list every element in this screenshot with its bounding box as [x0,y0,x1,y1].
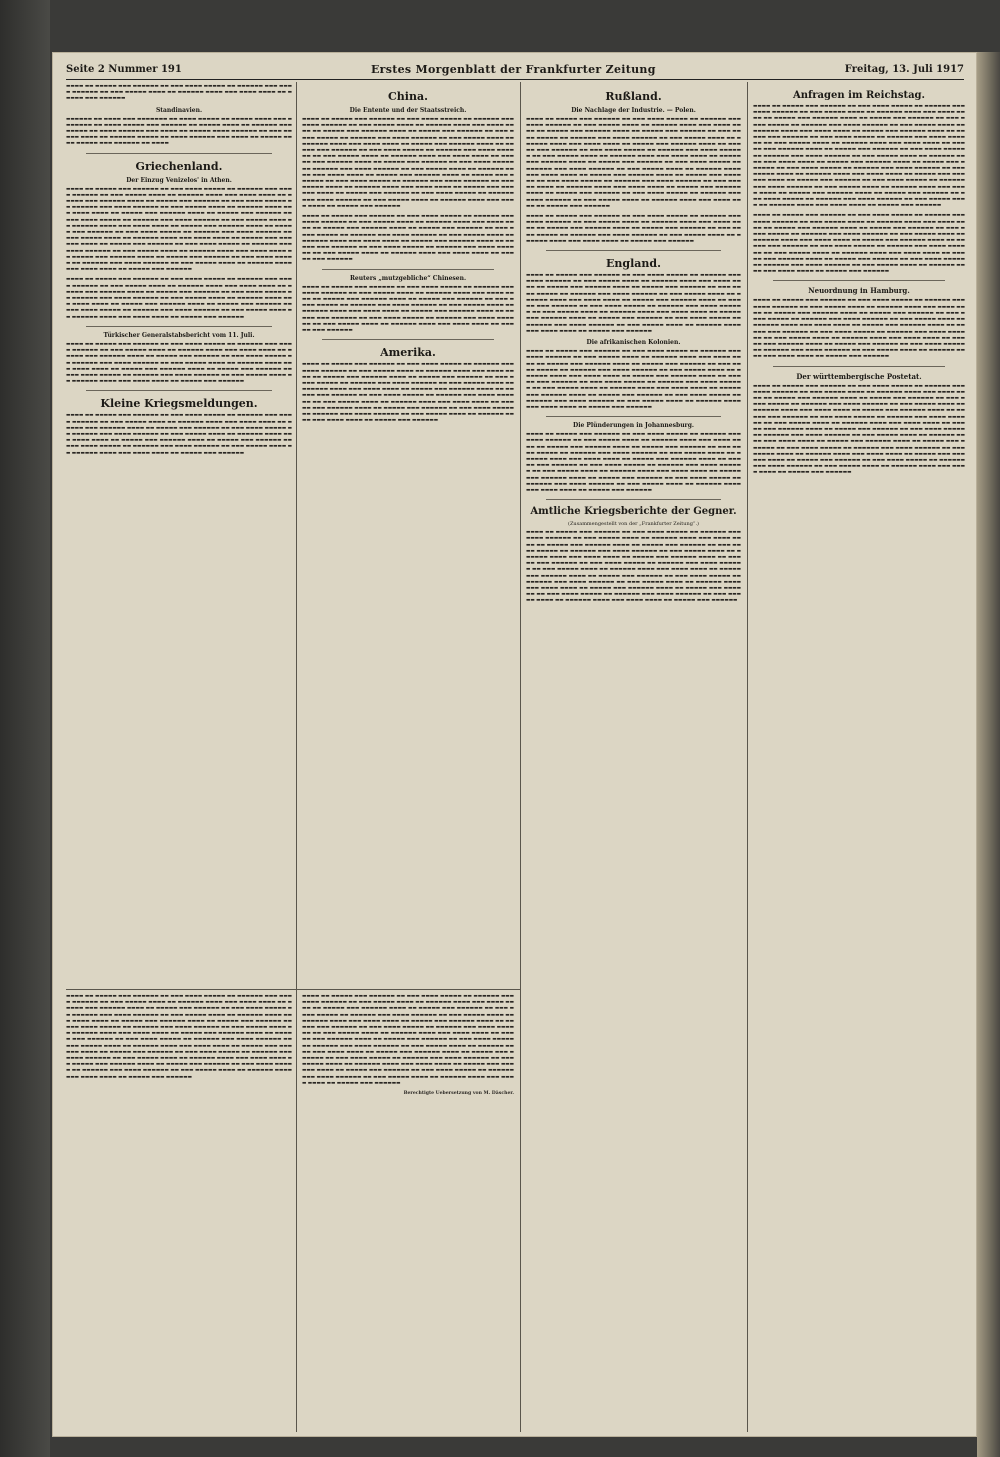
text-block: ▬▬▬▬ ▬▬ ▬▬▬▬▬ ▬▬▬ ▬▬▬▬▬▬ ▬▬ ▬▬▬ ▬▬▬▬ ▬▬▬▬▬ ▬▬ ▬▬▬▬▬▬ ▬▬▬ ▬▬▬▬ ▬▬▬▬▬▬ ▬▬ ▬▬▬ ▬▬▬▬▬ ▬▬▬▬ ▬▬ ▬▬▬▬▬▬ ▬▬▬▬ ▬▬▬ ▬▬▬▬ ▬▬▬▬ ▬▬ ▬▬▬▬▬ ▬▬▬ ▬▬▬▬▬▬ ▬▬▬▬ ▬▬ ▬▬▬▬▬ ▬▬▬ ▬▬▬▬▬▬ ▬▬ ▬▬▬ ▬▬▬▬ ▬▬▬▬▬ ▬▬ ▬▬▬▬▬▬ ▬▬▬ ▬▬▬▬ ▬▬▬▬▬▬ ▬▬ ▬▬▬ ▬▬▬▬▬ ▬▬▬▬ ▬▬ ▬▬▬▬▬▬ ▬▬▬▬ ▬▬▬ ▬▬▬▬ ▬▬▬▬ ▬▬ ▬▬▬▬▬ ▬▬▬ ▬▬▬▬▬▬ ▬▬▬▬ ▬▬ ▬▬▬▬▬ ▬▬▬ ▬▬▬▬▬▬ ▬▬ ▬▬▬ ▬▬▬▬ ▬▬▬▬▬ ▬▬ ▬▬▬▬▬▬ ▬▬▬ ▬▬▬▬ ▬▬▬▬▬▬ ▬▬ ▬▬▬ ▬▬▬▬▬ ▬▬▬▬ ▬▬ ▬▬▬▬▬▬ ▬▬▬▬ ▬▬▬ ▬▬▬▬ ▬▬▬▬ ▬▬ ▬▬▬▬▬ ▬▬▬ ▬▬▬▬▬▬ [302,214,514,263]
text-block: ▬▬▬▬ ▬▬ ▬▬▬▬▬ ▬▬▬ ▬▬▬▬▬▬ ▬▬ ▬▬▬ ▬▬▬▬ ▬▬▬▬▬ ▬▬ ▬▬▬▬▬▬ ▬▬▬ ▬▬▬▬ ▬▬▬▬▬▬ ▬▬ ▬▬▬ ▬▬▬▬▬ ▬▬▬▬ ▬▬ ▬▬▬▬▬▬ ▬▬▬▬ ▬▬▬ ▬▬▬▬ ▬▬▬▬ ▬▬ ▬▬▬▬▬ ▬▬▬ ▬▬▬▬▬▬ ▬▬▬▬ ▬▬ ▬▬▬▬▬ ▬▬▬ ▬▬▬▬▬▬ ▬▬ ▬▬▬ ▬▬▬▬ ▬▬▬▬▬ ▬▬ ▬▬▬▬▬▬ ▬▬▬ ▬▬▬▬ ▬▬▬▬▬▬ ▬▬ ▬▬▬ ▬▬▬▬▬ ▬▬▬▬ ▬▬ ▬▬▬▬▬▬ ▬▬▬▬ ▬▬▬ ▬▬▬▬ ▬▬▬▬ ▬▬ ▬▬▬▬▬ ▬▬▬ ▬▬▬▬▬▬ ▬▬▬▬ ▬▬ ▬▬▬▬▬ ▬▬▬ ▬▬▬▬▬▬ ▬▬ ▬▬▬ ▬▬▬▬ ▬▬▬▬▬ ▬▬ ▬▬▬▬▬▬ ▬▬▬ ▬▬▬▬ ▬▬▬▬▬▬ ▬▬ ▬▬▬ ▬▬▬▬▬ ▬▬▬▬ ▬▬ ▬▬▬▬▬▬ ▬▬▬▬ ▬▬▬ ▬▬▬▬ ▬▬▬▬ ▬▬ ▬▬▬▬▬ ▬▬▬ ▬▬▬▬▬▬ ▬▬▬▬ ▬▬ ▬▬▬▬▬ ▬▬▬ ▬▬▬▬▬▬ ▬▬ ▬▬▬ ▬▬▬▬ ▬▬▬▬▬ ▬▬ ▬▬▬▬▬▬ ▬▬▬ ▬▬▬▬ ▬▬▬▬▬▬ ▬▬ ▬▬▬ ▬▬▬▬▬ ▬▬▬▬ ▬▬ ▬▬▬▬▬▬ ▬▬▬▬ ▬▬▬ ▬▬▬▬ ▬▬▬▬ ▬▬ ▬▬▬▬▬ ▬▬▬ ▬▬▬▬▬▬ [302,362,514,424]
column-1 [66,84,292,984]
masthead [66,60,964,78]
column-4 [753,84,965,1434]
text-block: ▬▬▬▬ ▬▬ ▬▬▬▬▬ ▬▬▬ ▬▬▬▬▬▬ ▬▬ ▬▬▬ ▬▬▬▬ ▬▬▬▬▬ ▬▬ ▬▬▬▬▬▬ ▬▬▬ ▬▬▬▬ ▬▬▬▬▬▬ ▬▬ ▬▬▬ ▬▬▬▬▬ ▬▬▬▬ ▬▬ ▬▬▬▬▬▬ ▬▬▬▬ ▬▬▬ ▬▬▬▬ ▬▬▬▬ ▬▬ ▬▬▬▬▬ ▬▬▬ ▬▬▬▬▬▬ ▬▬▬▬ ▬▬ ▬▬▬▬▬ ▬▬▬ ▬▬▬▬▬▬ ▬▬ ▬▬▬ ▬▬▬▬ ▬▬▬▬▬ ▬▬ ▬▬▬▬▬▬ ▬▬▬ ▬▬▬▬ ▬▬▬▬▬▬ ▬▬ ▬▬▬ ▬▬▬▬▬ ▬▬▬▬ ▬▬ ▬▬▬▬▬▬ ▬▬▬▬ ▬▬▬ ▬▬▬▬ ▬▬▬▬ ▬▬ ▬▬▬▬▬ ▬▬▬ ▬▬▬▬▬▬ ▬▬▬▬ ▬▬ ▬▬▬▬▬ ▬▬▬ ▬▬▬▬▬▬ ▬▬ ▬▬▬ ▬▬▬▬ ▬▬▬▬▬ ▬▬ ▬▬▬▬▬▬ ▬▬▬ ▬▬▬▬ ▬▬▬▬▬▬ ▬▬ ▬▬▬ ▬▬▬▬▬ ▬▬▬▬ ▬▬ ▬▬▬▬▬▬ ▬▬▬▬ ▬▬▬ ▬▬▬▬ ▬▬▬▬ ▬▬ ▬▬▬▬▬ ▬▬▬ ▬▬▬▬▬▬ ▬▬▬▬ ▬▬ ▬▬▬▬▬ ▬▬▬ ▬▬▬▬▬▬ ▬▬ ▬▬▬ ▬▬▬▬ ▬▬▬▬▬ ▬▬ ▬▬▬▬▬▬ ▬▬▬ ▬▬▬▬ ▬▬▬▬▬▬ ▬▬ ▬▬▬ ▬▬▬▬▬ ▬▬▬▬ ▬▬ ▬▬▬▬▬▬ ▬▬▬▬ ▬▬▬ ▬▬▬▬ ▬▬▬▬ ▬▬ ▬▬▬▬▬ ▬▬▬ ▬▬▬▬▬▬ [753,298,965,360]
column-divider [296,82,297,1432]
text-block: ▬▬▬▬ ▬▬ ▬▬▬▬▬ ▬▬▬ ▬▬▬▬▬▬ ▬▬ ▬▬▬ ▬▬▬▬ ▬▬▬▬▬ ▬▬ ▬▬▬▬▬▬ ▬▬▬ ▬▬▬▬ ▬▬▬▬▬▬ ▬▬ ▬▬▬ ▬▬▬▬▬ ▬▬▬▬ ▬▬ ▬▬▬▬▬▬ ▬▬▬▬ ▬▬▬ ▬▬▬▬ ▬▬▬▬ ▬▬ ▬▬▬▬▬ ▬▬▬ ▬▬▬▬▬▬ ▬▬▬▬ ▬▬ ▬▬▬▬▬ ▬▬▬ ▬▬▬▬▬▬ ▬▬ ▬▬▬ ▬▬▬▬ ▬▬▬▬▬ ▬▬ ▬▬▬▬▬▬ ▬▬▬ ▬▬▬▬ ▬▬▬▬▬▬ ▬▬ ▬▬▬ ▬▬▬▬▬ ▬▬▬▬ ▬▬ ▬▬▬▬▬▬ ▬▬▬▬ ▬▬▬ ▬▬▬▬ ▬▬▬▬ ▬▬ ▬▬▬▬▬ ▬▬▬ ▬▬▬▬▬▬ ▬▬▬▬ ▬▬ ▬▬▬▬▬ ▬▬▬ ▬▬▬▬▬▬ ▬▬ ▬▬▬ ▬▬▬▬ ▬▬▬▬▬ ▬▬ ▬▬▬▬▬▬ ▬▬▬ ▬▬▬▬ ▬▬▬▬▬▬ ▬▬ ▬▬▬ ▬▬▬▬▬ ▬▬▬▬ ▬▬ ▬▬▬▬▬▬ ▬▬▬▬ ▬▬▬ ▬▬▬▬ ▬▬▬▬ ▬▬ ▬▬▬▬▬ ▬▬▬ ▬▬▬▬▬▬ [66,413,292,456]
text-block: ▬▬▬▬ ▬▬ ▬▬▬▬▬ ▬▬▬ ▬▬▬▬▬▬ ▬▬ ▬▬▬ ▬▬▬▬ ▬▬▬▬▬ ▬▬ ▬▬▬▬▬▬ ▬▬▬ ▬▬▬▬ ▬▬▬▬▬▬ ▬▬ ▬▬▬ ▬▬▬▬▬ ▬▬▬▬ ▬▬ ▬▬▬▬▬▬ ▬▬▬▬ ▬▬▬ ▬▬▬▬ ▬▬▬▬ ▬▬ ▬▬▬▬▬ ▬▬▬ ▬▬▬▬▬▬ ▬▬▬▬ ▬▬ ▬▬▬▬▬ ▬▬▬ ▬▬▬▬▬▬ ▬▬ ▬▬▬ ▬▬▬▬ ▬▬▬▬▬ ▬▬ ▬▬▬▬▬▬ ▬▬▬ ▬▬▬▬ ▬▬▬▬▬▬ ▬▬ ▬▬▬ ▬▬▬▬▬ ▬▬▬▬ ▬▬ ▬▬▬▬▬▬ ▬▬▬▬ ▬▬▬ ▬▬▬▬ ▬▬▬▬ ▬▬ ▬▬▬▬▬ ▬▬▬ ▬▬▬▬▬▬ ▬▬▬▬ ▬▬ ▬▬▬▬▬ ▬▬▬ ▬▬▬▬▬▬ ▬▬ ▬▬▬ ▬▬▬▬ ▬▬▬▬▬ ▬▬ ▬▬▬▬▬▬ ▬▬▬ ▬▬▬▬ ▬▬▬▬▬▬ ▬▬ ▬▬▬ ▬▬▬▬▬ ▬▬▬▬ ▬▬ ▬▬▬▬▬▬ ▬▬▬▬ ▬▬▬ ▬▬▬▬ ▬▬▬▬ ▬▬ ▬▬▬▬▬ ▬▬▬ ▬▬▬▬▬▬ ▬▬▬▬ ▬▬ ▬▬▬▬▬ ▬▬▬ ▬▬▬▬▬▬ ▬▬ ▬▬▬ ▬▬▬▬ ▬▬▬▬▬ ▬▬ ▬▬▬▬▬▬ ▬▬▬ ▬▬▬▬ ▬▬▬▬▬▬ ▬▬ ▬▬▬ ▬▬▬▬▬ ▬▬▬▬ ▬▬ ▬▬▬▬▬▬ ▬▬▬▬ ▬▬▬ ▬▬▬▬ ▬▬▬▬ ▬▬ ▬▬▬▬▬ ▬▬▬ ▬▬▬▬▬▬ [526,273,741,334]
page-edge [977,52,1000,1457]
subheading-entente: Die Entente und der Staatsstreich. [349,107,467,114]
text-block: ▬▬▬▬ ▬▬ ▬▬▬▬▬ ▬▬▬ ▬▬▬▬▬▬ ▬▬ ▬▬▬ ▬▬▬▬ ▬▬▬▬▬ ▬▬ ▬▬▬▬▬▬ ▬▬▬ ▬▬▬▬ ▬▬▬▬▬▬ ▬▬ ▬▬▬ ▬▬▬▬▬ ▬▬▬▬ ▬▬ ▬▬▬▬▬▬ ▬▬▬▬ ▬▬▬ ▬▬▬▬ ▬▬▬▬ ▬▬ ▬▬▬▬▬ ▬▬▬ ▬▬▬▬▬▬ ▬▬▬▬ ▬▬ ▬▬▬▬▬ ▬▬▬ ▬▬▬▬▬▬ ▬▬ ▬▬▬ ▬▬▬▬ ▬▬▬▬▬ ▬▬ ▬▬▬▬▬▬ ▬▬▬ ▬▬▬▬ ▬▬▬▬▬▬ ▬▬ ▬▬▬ ▬▬▬▬▬ ▬▬▬▬ ▬▬ ▬▬▬▬▬▬ ▬▬▬▬ ▬▬▬ ▬▬▬▬ ▬▬▬▬ ▬▬ ▬▬▬▬▬ ▬▬▬ ▬▬▬▬▬▬ ▬▬▬▬ ▬▬ ▬▬▬▬▬ ▬▬▬ ▬▬▬▬▬▬ ▬▬ ▬▬▬ ▬▬▬▬ ▬▬▬▬▬ ▬▬ ▬▬▬▬▬▬ ▬▬▬ ▬▬▬▬ ▬▬▬▬▬▬ ▬▬ ▬▬▬ ▬▬▬▬▬ ▬▬▬▬ ▬▬ ▬▬▬▬▬▬ ▬▬▬▬ ▬▬▬ ▬▬▬▬ ▬▬▬▬ ▬▬ ▬▬▬▬▬ ▬▬▬ ▬▬▬▬▬▬ ▬▬▬▬ ▬▬ ▬▬▬▬▬ ▬▬▬ ▬▬▬▬▬▬ ▬▬ ▬▬▬ ▬▬▬▬ ▬▬▬▬▬ ▬▬ ▬▬▬▬▬▬ ▬▬▬ ▬▬▬▬ ▬▬▬▬▬▬ ▬▬ ▬▬▬ ▬▬▬▬▬ ▬▬▬▬ ▬▬ ▬▬▬▬▬▬ ▬▬▬▬ ▬▬▬ ▬▬▬▬ ▬▬▬▬ ▬▬ ▬▬▬▬▬ ▬▬▬ ▬▬▬▬▬▬ ▬▬▬▬ ▬▬ ▬▬▬▬▬ ▬▬▬ ▬▬▬▬▬▬ ▬▬ ▬▬▬ ▬▬▬▬ ▬▬▬▬▬ ▬▬ ▬▬▬▬▬▬ ▬▬▬ ▬▬▬▬ ▬▬▬▬▬▬ ▬▬ ▬▬▬ ▬▬▬▬▬ ▬▬▬▬ ▬▬ ▬▬▬▬▬▬ ▬▬▬▬ ▬▬▬ ▬▬▬▬ ▬▬▬▬ ▬▬ ▬▬▬▬▬ ▬▬▬ ▬▬▬▬▬▬ ▬▬▬▬ ▬▬ ▬▬▬▬▬ ▬▬▬ ▬▬▬▬▬▬ ▬▬ ▬▬▬ ▬▬▬▬ ▬▬▬▬▬ ▬▬ ▬▬▬▬▬▬ ▬▬▬ ▬▬▬▬ ▬▬▬▬▬▬ ▬▬ ▬▬▬ ▬▬▬▬▬ ▬▬▬▬ ▬▬ ▬▬▬▬▬▬ ▬▬▬▬ ▬▬▬ ▬▬▬▬ ▬▬▬▬ ▬▬ ▬▬▬▬▬ ▬▬▬ ▬▬▬▬▬▬ [66,186,292,273]
subheading-reuters: Reuters „mutzgebliche“ Chinesen. [349,274,467,282]
text-block: ▬▬▬▬ ▬▬ ▬▬▬▬▬ ▬▬▬ ▬▬▬▬▬▬ ▬▬ ▬▬▬ ▬▬▬▬ ▬▬▬▬▬ ▬▬ ▬▬▬▬▬▬ ▬▬▬ ▬▬▬▬ ▬▬▬▬▬▬ ▬▬ ▬▬▬ ▬▬▬▬▬ ▬▬▬▬ ▬▬ ▬▬▬▬▬▬ ▬▬▬▬ ▬▬▬ ▬▬▬▬ ▬▬▬▬ ▬▬ ▬▬▬▬▬ ▬▬▬ ▬▬▬▬▬▬ ▬▬▬▬ ▬▬ ▬▬▬▬▬ ▬▬▬ ▬▬▬▬▬▬ ▬▬ ▬▬▬ ▬▬▬▬ ▬▬▬▬▬ ▬▬ ▬▬▬▬▬▬ ▬▬▬ ▬▬▬▬ ▬▬▬▬▬▬ ▬▬ ▬▬▬ ▬▬▬▬▬ ▬▬▬▬ ▬▬ ▬▬▬▬▬▬ ▬▬▬▬ ▬▬▬ ▬▬▬▬ ▬▬▬▬ ▬▬ ▬▬▬▬▬ ▬▬▬ ▬▬▬▬▬▬ ▬▬▬▬ ▬▬ ▬▬▬▬▬ ▬▬▬ ▬▬▬▬▬▬ ▬▬ ▬▬▬ ▬▬▬▬ ▬▬▬▬▬ ▬▬ ▬▬▬▬▬▬ ▬▬▬ ▬▬▬▬ ▬▬▬▬▬▬ ▬▬ ▬▬▬ ▬▬▬▬▬ ▬▬▬▬ ▬▬ ▬▬▬▬▬▬ ▬▬▬▬ ▬▬▬ ▬▬▬▬ ▬▬▬▬ ▬▬ ▬▬▬▬▬ ▬▬▬ ▬▬▬▬▬▬ ▬▬▬▬ ▬▬ ▬▬▬▬▬ ▬▬▬ ▬▬▬▬▬▬ ▬▬ ▬▬▬ ▬▬▬▬ ▬▬▬▬▬ ▬▬ ▬▬▬▬▬▬ ▬▬▬ ▬▬▬▬ ▬▬▬▬▬▬ ▬▬ ▬▬▬ ▬▬▬▬▬ ▬▬▬▬ ▬▬ ▬▬▬▬▬▬ ▬▬▬▬ ▬▬▬ ▬▬▬▬ ▬▬▬▬ ▬▬ ▬▬▬▬▬ ▬▬▬ ▬▬▬▬▬▬ ▬▬▬▬ ▬▬ ▬▬▬▬▬ ▬▬▬ ▬▬▬▬▬▬ ▬▬ ▬▬▬ ▬▬▬▬ ▬▬▬▬▬ ▬▬ ▬▬▬▬▬▬ ▬▬▬ ▬▬▬▬ ▬▬▬▬▬▬ ▬▬ ▬▬▬ ▬▬▬▬▬ ▬▬▬▬ ▬▬ ▬▬▬▬▬▬ ▬▬▬▬ ▬▬▬ ▬▬▬▬ ▬▬▬▬ ▬▬ ▬▬▬▬▬ ▬▬▬ ▬▬▬▬▬▬ [526,530,741,604]
heading-anfragen-reichstag: Anfragen im Reichstag. [792,90,926,101]
section-rule [546,250,721,251]
subheading-skandinavien: Standinavien. [155,106,203,114]
masthead-rule [66,79,964,80]
binding-spine [0,0,50,1457]
text-block: ▬▬▬▬ ▬▬ ▬▬▬▬▬ ▬▬▬ ▬▬▬▬▬▬ ▬▬ ▬▬▬ ▬▬▬▬ ▬▬▬▬▬ ▬▬ ▬▬▬▬▬▬ ▬▬▬ ▬▬▬▬ ▬▬▬▬▬▬ ▬▬ ▬▬▬ ▬▬▬▬▬ ▬▬▬▬ ▬▬ ▬▬▬▬▬▬ ▬▬▬▬ ▬▬▬ ▬▬▬▬ ▬▬▬▬ ▬▬ ▬▬▬▬▬ ▬▬▬ ▬▬▬▬▬▬ ▬▬▬▬ ▬▬ ▬▬▬▬▬ ▬▬▬ ▬▬▬▬▬▬ ▬▬ ▬▬▬ ▬▬▬▬ ▬▬▬▬▬ ▬▬ ▬▬▬▬▬▬ ▬▬▬ ▬▬▬▬ ▬▬▬▬▬▬ ▬▬ ▬▬▬ ▬▬▬▬▬ ▬▬▬▬ ▬▬ ▬▬▬▬▬▬ ▬▬▬▬ ▬▬▬ ▬▬▬▬ ▬▬▬▬ ▬▬ ▬▬▬▬▬ ▬▬▬ ▬▬▬▬▬▬ ▬▬▬▬ ▬▬ ▬▬▬▬▬ ▬▬▬ ▬▬▬▬▬▬ ▬▬ ▬▬▬ ▬▬▬▬ ▬▬▬▬▬ ▬▬ ▬▬▬▬▬▬ ▬▬▬ ▬▬▬▬ ▬▬▬▬▬▬ ▬▬ ▬▬▬ ▬▬▬▬▬ ▬▬▬▬ ▬▬ ▬▬▬▬▬▬ ▬▬▬▬ ▬▬▬ ▬▬▬▬ ▬▬▬▬ ▬▬ ▬▬▬▬▬ ▬▬▬ ▬▬▬▬▬▬ ▬▬▬▬ ▬▬ ▬▬▬▬▬ ▬▬▬ ▬▬▬▬▬▬ ▬▬ ▬▬▬ ▬▬▬▬ ▬▬▬▬▬ ▬▬ ▬▬▬▬▬▬ ▬▬▬ ▬▬▬▬ ▬▬▬▬▬▬ ▬▬ ▬▬▬ ▬▬▬▬▬ ▬▬▬▬ ▬▬ ▬▬▬▬▬▬ ▬▬▬▬ ▬▬▬ ▬▬▬▬ ▬▬▬▬ ▬▬ ▬▬▬▬▬ ▬▬▬ ▬▬▬▬▬▬ [526,432,741,493]
text-block: ▬▬▬▬ ▬▬ ▬▬▬▬▬ ▬▬▬ ▬▬▬▬▬▬ ▬▬ ▬▬▬ ▬▬▬▬ ▬▬▬▬▬ ▬▬ ▬▬▬▬▬▬ ▬▬▬ ▬▬▬▬ ▬▬▬▬▬▬ ▬▬ ▬▬▬ ▬▬▬▬▬ ▬▬▬▬ ▬▬ ▬▬▬▬▬▬ ▬▬▬▬ ▬▬▬ ▬▬▬▬ ▬▬▬▬ ▬▬ ▬▬▬▬▬ ▬▬▬ ▬▬▬▬▬▬ ▬▬▬▬ ▬▬ ▬▬▬▬▬ ▬▬▬ ▬▬▬▬▬▬ ▬▬ ▬▬▬ ▬▬▬▬ ▬▬▬▬▬ ▬▬ ▬▬▬▬▬▬ ▬▬▬ ▬▬▬▬ ▬▬▬▬▬▬ ▬▬ ▬▬▬ ▬▬▬▬▬ ▬▬▬▬ ▬▬ ▬▬▬▬▬▬ ▬▬▬▬ ▬▬▬ ▬▬▬▬ ▬▬▬▬ ▬▬ ▬▬▬▬▬ ▬▬▬ ▬▬▬▬▬▬ ▬▬▬▬ ▬▬ ▬▬▬▬▬ ▬▬▬ ▬▬▬▬▬▬ ▬▬ ▬▬▬ ▬▬▬▬ ▬▬▬▬▬ ▬▬ ▬▬▬▬▬▬ ▬▬▬ ▬▬▬▬ ▬▬▬▬▬▬ ▬▬ ▬▬▬ ▬▬▬▬▬ ▬▬▬▬ ▬▬ ▬▬▬▬▬▬ ▬▬▬▬ ▬▬▬ ▬▬▬▬ ▬▬▬▬ ▬▬ ▬▬▬▬▬ ▬▬▬ ▬▬▬▬▬▬ ▬▬▬▬ ▬▬ ▬▬▬▬▬ ▬▬▬ ▬▬▬▬▬▬ ▬▬ ▬▬▬ ▬▬▬▬ ▬▬▬▬▬ ▬▬ ▬▬▬▬▬▬ ▬▬▬ ▬▬▬▬ ▬▬▬▬▬▬ ▬▬ ▬▬▬ ▬▬▬▬▬ ▬▬▬▬ ▬▬ ▬▬▬▬▬▬ ▬▬▬▬ ▬▬▬ ▬▬▬▬ ▬▬▬▬ ▬▬ ▬▬▬▬▬ ▬▬▬ ▬▬▬▬▬▬ [526,349,741,410]
heading-england: England. [606,257,661,271]
section-rule [322,339,494,340]
text-block: ▬▬▬▬ ▬▬ ▬▬▬▬▬ ▬▬▬ ▬▬▬▬▬▬ ▬▬ ▬▬▬ ▬▬▬▬ ▬▬▬▬▬ ▬▬ ▬▬▬▬▬▬ ▬▬▬ ▬▬▬▬ ▬▬▬▬▬▬ ▬▬ ▬▬▬ ▬▬▬▬▬ ▬▬▬▬ ▬▬ ▬▬▬▬▬▬ ▬▬▬▬ ▬▬▬ ▬▬▬▬ ▬▬▬▬ ▬▬ ▬▬▬▬▬ ▬▬▬ ▬▬▬▬▬▬ ▬▬▬▬ ▬▬ ▬▬▬▬▬ ▬▬▬ ▬▬▬▬▬▬ ▬▬ ▬▬▬ ▬▬▬▬ ▬▬▬▬▬ ▬▬ ▬▬▬▬▬▬ ▬▬▬ ▬▬▬▬ ▬▬▬▬▬▬ ▬▬ ▬▬▬ ▬▬▬▬▬ ▬▬▬▬ ▬▬ ▬▬▬▬▬▬ ▬▬▬▬ ▬▬▬ ▬▬▬▬ ▬▬▬▬ ▬▬ ▬▬▬▬▬ ▬▬▬ ▬▬▬▬▬▬ ▬▬▬▬ ▬▬ ▬▬▬▬▬ ▬▬▬ ▬▬▬▬▬▬ ▬▬ ▬▬▬ ▬▬▬▬ ▬▬▬▬▬ ▬▬ ▬▬▬▬▬▬ ▬▬▬ ▬▬▬▬ ▬▬▬▬▬▬ ▬▬ ▬▬▬ ▬▬▬▬▬ ▬▬▬▬ ▬▬ ▬▬▬▬▬▬ ▬▬▬▬ ▬▬▬ ▬▬▬▬ ▬▬▬▬ ▬▬ ▬▬▬▬▬ ▬▬▬ ▬▬▬▬▬▬ ▬▬▬▬ ▬▬ ▬▬▬▬▬ ▬▬▬ ▬▬▬▬▬▬ ▬▬ ▬▬▬ ▬▬▬▬ ▬▬▬▬▬ ▬▬ ▬▬▬▬▬▬ ▬▬▬ ▬▬▬▬ ▬▬▬▬▬▬ ▬▬ ▬▬▬ ▬▬▬▬▬ ▬▬▬▬ ▬▬ ▬▬▬▬▬▬ ▬▬▬▬ ▬▬▬ ▬▬▬▬ ▬▬▬▬ ▬▬ ▬▬▬▬▬ ▬▬▬ ▬▬▬▬▬▬ [753,213,965,275]
text-block: ▬▬▬▬▬▬ ▬▬ ▬▬▬▬ ▬▬▬ ▬▬▬▬▬▬▬ ▬▬ ▬▬▬▬ ▬▬▬▬▬ ▬▬ ▬▬▬▬▬ ▬▬▬▬ ▬▬▬ ▬▬▬▬▬▬▬ ▬▬ ▬▬▬▬ ▬▬▬▬▬ ▬▬▬ ▬▬▬▬▬▬ ▬▬ ▬▬▬▬▬ ▬▬▬▬ ▬▬ ▬▬▬▬▬▬ ▬▬▬ ▬▬▬▬▬ ▬▬ ▬▬▬▬ ▬▬▬▬▬▬ ▬▬▬ ▬▬▬▬ ▬▬ ▬▬▬▬▬ ▬▬▬▬ ▬▬▬▬▬▬ ▬▬ ▬▬▬ ▬▬▬▬▬ ▬▬▬▬ ▬▬ ▬▬▬▬▬▬ ▬▬▬▬▬ ▬▬ ▬▬▬▬ ▬▬▬▬▬▬ ▬▬▬ ▬▬▬▬ ▬▬ ▬▬▬▬▬ ▬▬▬▬ ▬▬▬▬▬ ▬▬▬ ▬▬▬▬▬▬ ▬▬ ▬▬▬▬ [66,116,292,147]
column-3 [526,84,741,1434]
heading-amtliche-kriegsberichte: Amtliche Kriegsberichte der Gegner. [530,506,737,518]
feuilleton-left [66,994,292,1434]
heading-russland: Rußland. [605,90,662,103]
subheading-kolonien: Die afrikanischen Kolonien. [586,339,681,347]
heading-kleine-kriegsmeldungen: Kleine Kriegsmeldungen. [100,397,258,411]
heading-generalstab: Türkischer Generalstabsbericht vom 11. Juli. [103,331,255,339]
text-block: ▬▬▬▬ ▬▬ ▬▬▬▬▬ ▬▬▬ ▬▬▬▬▬▬ ▬▬ ▬▬▬ ▬▬▬▬ ▬▬▬▬▬ ▬▬ ▬▬▬▬▬▬ ▬▬▬ ▬▬▬▬ ▬▬▬▬▬▬ ▬▬ ▬▬▬ ▬▬▬▬▬ ▬▬▬▬ ▬▬ ▬▬▬▬▬▬ ▬▬▬▬ ▬▬▬ ▬▬▬▬ ▬▬▬▬ ▬▬ ▬▬▬▬▬ ▬▬▬ ▬▬▬▬▬▬ [66,84,292,102]
subheading-venizelos: Der Einzug Venizelos' in Athen. [126,176,232,184]
text-block: ▬▬▬▬ ▬▬ ▬▬▬▬▬ ▬▬▬ ▬▬▬▬▬▬ ▬▬ ▬▬▬ ▬▬▬▬ ▬▬▬▬▬ ▬▬ ▬▬▬▬▬▬ ▬▬▬ ▬▬▬▬ ▬▬▬▬▬▬ ▬▬ ▬▬▬ ▬▬▬▬▬ ▬▬▬▬ ▬▬ ▬▬▬▬▬▬ ▬▬▬▬ ▬▬▬ ▬▬▬▬ ▬▬▬▬ ▬▬ ▬▬▬▬▬ ▬▬▬ ▬▬▬▬▬▬ ▬▬▬▬ ▬▬ ▬▬▬▬▬ ▬▬▬ ▬▬▬▬▬▬ ▬▬ ▬▬▬ ▬▬▬▬ ▬▬▬▬▬ ▬▬ ▬▬▬▬▬▬ ▬▬▬ ▬▬▬▬ ▬▬▬▬▬▬ ▬▬ ▬▬▬ ▬▬▬▬▬ ▬▬▬▬ ▬▬ ▬▬▬▬▬▬ ▬▬▬▬ ▬▬▬ ▬▬▬▬ ▬▬▬▬ ▬▬ ▬▬▬▬▬ ▬▬▬ ▬▬▬▬▬▬ ▬▬▬▬ ▬▬ ▬▬▬▬▬ ▬▬▬ ▬▬▬▬▬▬ ▬▬ ▬▬▬ ▬▬▬▬ ▬▬▬▬▬ ▬▬ ▬▬▬▬▬▬ ▬▬▬ ▬▬▬▬ ▬▬▬▬▬▬ ▬▬ ▬▬▬ ▬▬▬▬▬ ▬▬▬▬ ▬▬ ▬▬▬▬▬▬ ▬▬▬▬ ▬▬▬ ▬▬▬▬ ▬▬▬▬ ▬▬ ▬▬▬▬▬ ▬▬▬ ▬▬▬▬▬▬ ▬▬▬▬ ▬▬ ▬▬▬▬▬ ▬▬▬ ▬▬▬▬▬▬ ▬▬ ▬▬▬ ▬▬▬▬ ▬▬▬▬▬ ▬▬ ▬▬▬▬▬▬ ▬▬▬ ▬▬▬▬ ▬▬▬▬▬▬ ▬▬ ▬▬▬ ▬▬▬▬▬ ▬▬▬▬ ▬▬ ▬▬▬▬▬▬ ▬▬▬▬ ▬▬▬ ▬▬▬▬ ▬▬▬▬ ▬▬ ▬▬▬▬▬ ▬▬▬ ▬▬▬▬▬▬ ▬▬▬▬ ▬▬ ▬▬▬▬▬ ▬▬▬ ▬▬▬▬▬▬ ▬▬ ▬▬▬ ▬▬▬▬ ▬▬▬▬▬ ▬▬ ▬▬▬▬▬▬ ▬▬▬ ▬▬▬▬ ▬▬▬▬▬▬ ▬▬ ▬▬▬ ▬▬▬▬▬ ▬▬▬▬ ▬▬ ▬▬▬▬▬▬ ▬▬▬▬ ▬▬▬ ▬▬▬▬ ▬▬▬▬ ▬▬ ▬▬▬▬▬ ▬▬▬ ▬▬▬▬▬▬ ▬▬▬▬ ▬▬ ▬▬▬▬▬ ▬▬▬ ▬▬▬▬▬▬ ▬▬ ▬▬▬ ▬▬▬▬ ▬▬▬▬▬ ▬▬ ▬▬▬▬▬▬ ▬▬▬ ▬▬▬▬ ▬▬▬▬▬▬ ▬▬ ▬▬▬ ▬▬▬▬▬ ▬▬▬▬ ▬▬ ▬▬▬▬▬▬ ▬▬▬▬ ▬▬▬ ▬▬▬▬ ▬▬▬▬ ▬▬ ▬▬▬▬▬ ▬▬▬ ▬▬▬▬▬▬ [526,117,741,209]
text-block: ▬▬▬▬ ▬▬ ▬▬▬▬▬ ▬▬▬ ▬▬▬▬▬▬ ▬▬ ▬▬▬ ▬▬▬▬ ▬▬▬▬▬ ▬▬ ▬▬▬▬▬▬ ▬▬▬ ▬▬▬▬ ▬▬▬▬▬▬ ▬▬ ▬▬▬ ▬▬▬▬▬ ▬▬▬▬ ▬▬ ▬▬▬▬▬▬ ▬▬▬▬ ▬▬▬ ▬▬▬▬ ▬▬▬▬ ▬▬ ▬▬▬▬▬ ▬▬▬ ▬▬▬▬▬▬ ▬▬▬▬ ▬▬ ▬▬▬▬▬ ▬▬▬ ▬▬▬▬▬▬ ▬▬ ▬▬▬ ▬▬▬▬ ▬▬▬▬▬ ▬▬ ▬▬▬▬▬▬ ▬▬▬ ▬▬▬▬ ▬▬▬▬▬▬ ▬▬ ▬▬▬ ▬▬▬▬▬ ▬▬▬▬ ▬▬ ▬▬▬▬▬▬ ▬▬▬▬ ▬▬▬ ▬▬▬▬ ▬▬▬▬ ▬▬ ▬▬▬▬▬ ▬▬▬ ▬▬▬▬▬▬ ▬▬▬▬ ▬▬ ▬▬▬▬▬ ▬▬▬ ▬▬▬▬▬▬ ▬▬ ▬▬▬ ▬▬▬▬ ▬▬▬▬▬ ▬▬ ▬▬▬▬▬▬ ▬▬▬ ▬▬▬▬ ▬▬▬▬▬▬ ▬▬ ▬▬▬ ▬▬▬▬▬ ▬▬▬▬ ▬▬ ▬▬▬▬▬▬ ▬▬▬▬ ▬▬▬ ▬▬▬▬ ▬▬▬▬ ▬▬ ▬▬▬▬▬ ▬▬▬ ▬▬▬▬▬▬ ▬▬▬▬ ▬▬ ▬▬▬▬▬ ▬▬▬ ▬▬▬▬▬▬ ▬▬ ▬▬▬ ▬▬▬▬ ▬▬▬▬▬ ▬▬ ▬▬▬▬▬▬ ▬▬▬ ▬▬▬▬ ▬▬▬▬▬▬ ▬▬ ▬▬▬ ▬▬▬▬▬ ▬▬▬▬ ▬▬ ▬▬▬▬▬▬ ▬▬▬▬ ▬▬▬ ▬▬▬▬ ▬▬▬▬ ▬▬ ▬▬▬▬▬ ▬▬▬ ▬▬▬▬▬▬ ▬▬▬▬ ▬▬ ▬▬▬▬▬ ▬▬▬ ▬▬▬▬▬▬ ▬▬ ▬▬▬ ▬▬▬▬ ▬▬▬▬▬ ▬▬ ▬▬▬▬▬▬ ▬▬▬ ▬▬▬▬ ▬▬▬▬▬▬ ▬▬ ▬▬▬ ▬▬▬▬▬ ▬▬▬▬ ▬▬ ▬▬▬▬▬▬ ▬▬▬▬ ▬▬▬ ▬▬▬▬ ▬▬▬▬ ▬▬ ▬▬▬▬▬ ▬▬▬ ▬▬▬▬▬▬ ▬▬▬▬ ▬▬ ▬▬▬▬▬ ▬▬▬ ▬▬▬▬▬▬ ▬▬ ▬▬▬ ▬▬▬▬ ▬▬▬▬▬ ▬▬ ▬▬▬▬▬▬ ▬▬▬ ▬▬▬▬ ▬▬▬▬▬▬ ▬▬ ▬▬▬ ▬▬▬▬▬ ▬▬▬▬ ▬▬ ▬▬▬▬▬▬ ▬▬▬▬ ▬▬▬ ▬▬▬▬ ▬▬▬▬ ▬▬ ▬▬▬▬▬ ▬▬▬ ▬▬▬▬▬▬ [753,383,965,476]
newspaper-page [52,52,977,1437]
subheading-industrie: Die Nachlage der Industrie. — Polen. [571,107,696,114]
feuilleton-rule [66,989,520,990]
column-2 [302,84,514,984]
heading-china: China. [388,90,428,103]
column-divider [747,82,748,1432]
text-block: ▬▬▬▬ ▬▬ ▬▬▬▬▬ ▬▬▬ ▬▬▬▬▬▬ ▬▬ ▬▬▬ ▬▬▬▬ ▬▬▬▬▬ ▬▬ ▬▬▬▬▬▬ ▬▬▬ ▬▬▬▬ ▬▬▬▬▬▬ ▬▬ ▬▬▬ ▬▬▬▬▬ ▬▬▬▬ ▬▬ ▬▬▬▬▬▬ ▬▬▬▬ ▬▬▬ ▬▬▬▬ ▬▬▬▬ ▬▬ ▬▬▬▬▬ ▬▬▬ ▬▬▬▬▬▬ ▬▬▬▬ ▬▬ ▬▬▬▬▬ ▬▬▬ ▬▬▬▬▬▬ ▬▬ ▬▬▬ ▬▬▬▬ ▬▬▬▬▬ ▬▬ ▬▬▬▬▬▬ ▬▬▬ ▬▬▬▬ ▬▬▬▬▬▬ ▬▬ ▬▬▬ ▬▬▬▬▬ ▬▬▬▬ ▬▬ ▬▬▬▬▬▬ ▬▬▬▬ ▬▬▬ ▬▬▬▬ ▬▬▬▬ ▬▬ ▬▬▬▬▬ ▬▬▬ ▬▬▬▬▬▬ ▬▬▬▬ ▬▬ ▬▬▬▬▬ ▬▬▬ ▬▬▬▬▬▬ ▬▬ ▬▬▬ ▬▬▬▬ ▬▬▬▬▬ ▬▬ ▬▬▬▬▬▬ ▬▬▬ ▬▬▬▬ ▬▬▬▬▬▬ ▬▬ ▬▬▬ ▬▬▬▬▬ ▬▬▬▬ ▬▬ ▬▬▬▬▬▬ ▬▬▬▬ ▬▬▬ ▬▬▬▬ ▬▬▬▬ ▬▬ ▬▬▬▬▬ ▬▬▬ ▬▬▬▬▬▬ ▬▬▬▬ ▬▬ ▬▬▬▬▬ ▬▬▬ ▬▬▬▬▬▬ ▬▬ ▬▬▬ ▬▬▬▬ ▬▬▬▬▬ ▬▬ ▬▬▬▬▬▬ ▬▬▬ ▬▬▬▬ ▬▬▬▬▬▬ ▬▬ ▬▬▬ ▬▬▬▬▬ ▬▬▬▬ ▬▬ ▬▬▬▬▬▬ ▬▬▬▬ ▬▬▬ ▬▬▬▬ ▬▬▬▬ ▬▬ ▬▬▬▬▬ ▬▬▬ ▬▬▬▬▬▬ ▬▬▬▬ ▬▬ ▬▬▬▬▬ ▬▬▬ ▬▬▬▬▬▬ ▬▬ ▬▬▬ ▬▬▬▬ ▬▬▬▬▬ ▬▬ ▬▬▬▬▬▬ ▬▬▬ ▬▬▬▬ ▬▬▬▬▬▬ ▬▬ ▬▬▬ ▬▬▬▬▬ ▬▬▬▬ ▬▬ ▬▬▬▬▬▬ ▬▬▬▬ ▬▬▬ ▬▬▬▬ ▬▬▬▬ ▬▬ ▬▬▬▬▬ ▬▬▬ ▬▬▬▬▬▬ ▬▬▬▬ ▬▬ ▬▬▬▬▬ ▬▬▬ ▬▬▬▬▬▬ ▬▬ ▬▬▬ ▬▬▬▬ ▬▬▬▬▬ ▬▬ ▬▬▬▬▬▬ ▬▬▬ ▬▬▬▬ ▬▬▬▬▬▬ ▬▬ ▬▬▬ ▬▬▬▬▬ ▬▬▬▬ ▬▬ ▬▬▬▬▬▬ ▬▬▬▬ ▬▬▬ ▬▬▬▬ ▬▬▬▬ ▬▬ ▬▬▬▬▬ ▬▬▬ ▬▬▬▬▬▬ ▬▬▬▬ ▬▬ ▬▬▬▬▬ ▬▬▬ ▬▬▬▬▬▬ ▬▬ ▬▬▬ ▬▬▬▬ ▬▬▬▬▬ ▬▬ ▬▬▬▬▬▬ ▬▬▬ ▬▬▬▬ ▬▬▬▬▬▬ ▬▬ ▬▬▬ ▬▬▬▬▬ ▬▬▬▬ ▬▬ ▬▬▬▬▬▬ ▬▬▬▬ ▬▬▬ ▬▬▬▬ ▬▬▬▬ ▬▬ ▬▬▬▬▬ ▬▬▬ ▬▬▬▬▬▬ [753,104,965,209]
translation-credit: Berechtigte Uebersetzung von M. Däscher. [403,1091,514,1097]
text-block: ▬▬▬▬ ▬▬ ▬▬▬▬▬ ▬▬▬ ▬▬▬▬▬▬ ▬▬ ▬▬▬ ▬▬▬▬ ▬▬▬▬▬ ▬▬ ▬▬▬▬▬▬ ▬▬▬ ▬▬▬▬ ▬▬▬▬▬▬ ▬▬ ▬▬▬ ▬▬▬▬▬ ▬▬▬▬ ▬▬ ▬▬▬▬▬▬ ▬▬▬▬ ▬▬▬ ▬▬▬▬ ▬▬▬▬ ▬▬ ▬▬▬▬▬ ▬▬▬ ▬▬▬▬▬▬ ▬▬▬▬ ▬▬ ▬▬▬▬▬ ▬▬▬ ▬▬▬▬▬▬ ▬▬ ▬▬▬ ▬▬▬▬ ▬▬▬▬▬ ▬▬ ▬▬▬▬▬▬ ▬▬▬ ▬▬▬▬ ▬▬▬▬▬▬ ▬▬ ▬▬▬ ▬▬▬▬▬ ▬▬▬▬ ▬▬ ▬▬▬▬▬▬ ▬▬▬▬ ▬▬▬ ▬▬▬▬ ▬▬▬▬ ▬▬ ▬▬▬▬▬ ▬▬▬ ▬▬▬▬▬▬ ▬▬▬▬ ▬▬ ▬▬▬▬▬ ▬▬▬ ▬▬▬▬▬▬ ▬▬ ▬▬▬ ▬▬▬▬ ▬▬▬▬▬ ▬▬ ▬▬▬▬▬▬ ▬▬▬ ▬▬▬▬ ▬▬▬▬▬▬ ▬▬ ▬▬▬ ▬▬▬▬▬ ▬▬▬▬ ▬▬ ▬▬▬▬▬▬ ▬▬▬▬ ▬▬▬ ▬▬▬▬ ▬▬▬▬ ▬▬ ▬▬▬▬▬ ▬▬▬ ▬▬▬▬▬▬ [302,284,514,334]
heading-amerika: Amerika. [380,346,436,360]
section-rule [773,366,945,367]
text-block: ▬▬▬▬ ▬▬ ▬▬▬▬▬ ▬▬▬ ▬▬▬▬▬▬ ▬▬ ▬▬▬ ▬▬▬▬ ▬▬▬▬▬ ▬▬ ▬▬▬▬▬▬ ▬▬▬ ▬▬▬▬ ▬▬▬▬▬▬ ▬▬ ▬▬▬ ▬▬▬▬▬ ▬▬▬▬ ▬▬ ▬▬▬▬▬▬ ▬▬▬▬ ▬▬▬ ▬▬▬▬ ▬▬▬▬ ▬▬ ▬▬▬▬▬ ▬▬▬ ▬▬▬▬▬▬ ▬▬▬▬ ▬▬ ▬▬▬▬▬ ▬▬▬ ▬▬▬▬▬▬ ▬▬ ▬▬▬ ▬▬▬▬ ▬▬▬▬▬ ▬▬ ▬▬▬▬▬▬ ▬▬▬ ▬▬▬▬ ▬▬▬▬▬▬ ▬▬ ▬▬▬ ▬▬▬▬▬ ▬▬▬▬ ▬▬ ▬▬▬▬▬▬ ▬▬▬▬ ▬▬▬ ▬▬▬▬ ▬▬▬▬ ▬▬ ▬▬▬▬▬ ▬▬▬ ▬▬▬▬▬▬ ▬▬▬▬ ▬▬ ▬▬▬▬▬ ▬▬▬ ▬▬▬▬▬▬ ▬▬ ▬▬▬ ▬▬▬▬ ▬▬▬▬▬ ▬▬ ▬▬▬▬▬▬ ▬▬▬ ▬▬▬▬ ▬▬▬▬▬▬ ▬▬ ▬▬▬ ▬▬▬▬▬ ▬▬▬▬ ▬▬ ▬▬▬▬▬▬ ▬▬▬▬ ▬▬▬ ▬▬▬▬ ▬▬▬▬ ▬▬ ▬▬▬▬▬ ▬▬▬ ▬▬▬▬▬▬ ▬▬▬▬ ▬▬ ▬▬▬▬▬ ▬▬▬ ▬▬▬▬▬▬ ▬▬ ▬▬▬ ▬▬▬▬ ▬▬▬▬▬ ▬▬ ▬▬▬▬▬▬ ▬▬▬ ▬▬▬▬ ▬▬▬▬▬▬ ▬▬ ▬▬▬ ▬▬▬▬▬ ▬▬▬▬ ▬▬ ▬▬▬▬▬▬ ▬▬▬▬ ▬▬▬ ▬▬▬▬ ▬▬▬▬ ▬▬ ▬▬▬▬▬ ▬▬▬ ▬▬▬▬▬▬ ▬▬▬▬ ▬▬ ▬▬▬▬▬ ▬▬▬ ▬▬▬▬▬▬ ▬▬ ▬▬▬ ▬▬▬▬ ▬▬▬▬▬ ▬▬ ▬▬▬▬▬▬ ▬▬▬ ▬▬▬▬ ▬▬▬▬▬▬ ▬▬ ▬▬▬ ▬▬▬▬▬ ▬▬▬▬ ▬▬ ▬▬▬▬▬▬ ▬▬▬▬ ▬▬▬ ▬▬▬▬ ▬▬▬▬ ▬▬ ▬▬▬▬▬ ▬▬▬ ▬▬▬▬▬▬ ▬▬▬▬ ▬▬ ▬▬▬▬▬ ▬▬▬ ▬▬▬▬▬▬ ▬▬ ▬▬▬ ▬▬▬▬ ▬▬▬▬▬ ▬▬ ▬▬▬▬▬▬ ▬▬▬ ▬▬▬▬ ▬▬▬▬▬▬ ▬▬ ▬▬▬ ▬▬▬▬▬ ▬▬▬▬ ▬▬ ▬▬▬▬▬▬ ▬▬▬▬ ▬▬▬ ▬▬▬▬ ▬▬▬▬ ▬▬ ▬▬▬▬▬ ▬▬▬ ▬▬▬▬▬▬ [302,994,514,1086]
feuilleton-right [302,994,514,1434]
section-rule [546,499,721,500]
section-rule [86,326,272,327]
heading-griechenland: Griechenland. [135,159,223,173]
heading-postetat: Der württembergische Postetat. [796,371,922,381]
heading-hamburg: Neuordnung in Hamburg. [808,286,910,296]
section-rule [322,269,494,270]
text-block: ▬▬▬▬ ▬▬ ▬▬▬▬▬ ▬▬▬ ▬▬▬▬▬▬ ▬▬ ▬▬▬ ▬▬▬▬ ▬▬▬▬▬ ▬▬ ▬▬▬▬▬▬ ▬▬▬ ▬▬▬▬ ▬▬▬▬▬▬ ▬▬ ▬▬▬ ▬▬▬▬▬ ▬▬▬▬ ▬▬ ▬▬▬▬▬▬ ▬▬▬▬ ▬▬▬ ▬▬▬▬ ▬▬▬▬ ▬▬ ▬▬▬▬▬ ▬▬▬ ▬▬▬▬▬▬ ▬▬▬▬ ▬▬ ▬▬▬▬▬ ▬▬▬ ▬▬▬▬▬▬ ▬▬ ▬▬▬ ▬▬▬▬ ▬▬▬▬▬ ▬▬ ▬▬▬▬▬▬ ▬▬▬ ▬▬▬▬ ▬▬▬▬▬▬ ▬▬ ▬▬▬ ▬▬▬▬▬ ▬▬▬▬ ▬▬ ▬▬▬▬▬▬ ▬▬▬▬ ▬▬▬ ▬▬▬▬ ▬▬▬▬ ▬▬ ▬▬▬▬▬ ▬▬▬ ▬▬▬▬▬▬ ▬▬▬▬ ▬▬ ▬▬▬▬▬ ▬▬▬ ▬▬▬▬▬▬ ▬▬ ▬▬▬ ▬▬▬▬ ▬▬▬▬▬ ▬▬ ▬▬▬▬▬▬ ▬▬▬ ▬▬▬▬ ▬▬▬▬▬▬ ▬▬ ▬▬▬ ▬▬▬▬▬ ▬▬▬▬ ▬▬ ▬▬▬▬▬▬ ▬▬▬▬ ▬▬▬ ▬▬▬▬ ▬▬▬▬ ▬▬ ▬▬▬▬▬ ▬▬▬ ▬▬▬▬▬▬ [66,341,292,385]
section-rule [86,390,272,391]
text-block: ▬▬▬▬ ▬▬ ▬▬▬▬▬ ▬▬▬ ▬▬▬▬▬▬ ▬▬ ▬▬▬ ▬▬▬▬ ▬▬▬▬▬ ▬▬ ▬▬▬▬▬▬ ▬▬▬ ▬▬▬▬ ▬▬▬▬▬▬ ▬▬ ▬▬▬ ▬▬▬▬▬ ▬▬▬▬ ▬▬ ▬▬▬▬▬▬ ▬▬▬▬ ▬▬▬ ▬▬▬▬ ▬▬▬▬ ▬▬ ▬▬▬▬▬ ▬▬▬ ▬▬▬▬▬▬ ▬▬▬▬ ▬▬ ▬▬▬▬▬ ▬▬▬ ▬▬▬▬▬▬ ▬▬ ▬▬▬ ▬▬▬▬ ▬▬▬▬▬ ▬▬ ▬▬▬▬▬▬ ▬▬▬ ▬▬▬▬ ▬▬▬▬▬▬ ▬▬ ▬▬▬ ▬▬▬▬▬ ▬▬▬▬ ▬▬ ▬▬▬▬▬▬ ▬▬▬▬ ▬▬▬ ▬▬▬▬ ▬▬▬▬ ▬▬ ▬▬▬▬▬ ▬▬▬ ▬▬▬▬▬▬ [526,214,741,244]
masthead-date: Freitag, 13. Juli 1917 [844,63,964,75]
column-divider [520,82,521,1432]
subheading-zusammengestellt: (Zusammengestellt von der „Frankfurter Zeitung“.) [568,521,699,528]
text-block: ▬▬▬▬ ▬▬ ▬▬▬▬▬ ▬▬▬ ▬▬▬▬▬▬ ▬▬ ▬▬▬ ▬▬▬▬ ▬▬▬▬▬ ▬▬ ▬▬▬▬▬▬ ▬▬▬ ▬▬▬▬ ▬▬▬▬▬▬ ▬▬ ▬▬▬ ▬▬▬▬▬ ▬▬▬▬ ▬▬ ▬▬▬▬▬▬ ▬▬▬▬ ▬▬▬ ▬▬▬▬ ▬▬▬▬ ▬▬ ▬▬▬▬▬ ▬▬▬ ▬▬▬▬▬▬ ▬▬▬▬ ▬▬ ▬▬▬▬▬ ▬▬▬ ▬▬▬▬▬▬ ▬▬ ▬▬▬ ▬▬▬▬ ▬▬▬▬▬ ▬▬ ▬▬▬▬▬▬ ▬▬▬ ▬▬▬▬ ▬▬▬▬▬▬ ▬▬ ▬▬▬ ▬▬▬▬▬ ▬▬▬▬ ▬▬ ▬▬▬▬▬▬ ▬▬▬▬ ▬▬▬ ▬▬▬▬ ▬▬▬▬ ▬▬ ▬▬▬▬▬ ▬▬▬ ▬▬▬▬▬▬ ▬▬▬▬ ▬▬ ▬▬▬▬▬ ▬▬▬ ▬▬▬▬▬▬ ▬▬ ▬▬▬ ▬▬▬▬ ▬▬▬▬▬ ▬▬ ▬▬▬▬▬▬ ▬▬▬ ▬▬▬▬ ▬▬▬▬▬▬ ▬▬ ▬▬▬ ▬▬▬▬▬ ▬▬▬▬ ▬▬ ▬▬▬▬▬▬ ▬▬▬▬ ▬▬▬ ▬▬▬▬ ▬▬▬▬ ▬▬ ▬▬▬▬▬ ▬▬▬ ▬▬▬▬▬▬ ▬▬▬▬ ▬▬ ▬▬▬▬▬ ▬▬▬ ▬▬▬▬▬▬ ▬▬ ▬▬▬ ▬▬▬▬ ▬▬▬▬▬ ▬▬ ▬▬▬▬▬▬ ▬▬▬ ▬▬▬▬ ▬▬▬▬▬▬ ▬▬ ▬▬▬ ▬▬▬▬▬ ▬▬▬▬ ▬▬ ▬▬▬▬▬▬ ▬▬▬▬ ▬▬▬ ▬▬▬▬ ▬▬▬▬ ▬▬ ▬▬▬▬▬ ▬▬▬ ▬▬▬▬▬▬ ▬▬▬▬ ▬▬ ▬▬▬▬▬ ▬▬▬ ▬▬▬▬▬▬ ▬▬ ▬▬▬ ▬▬▬▬ ▬▬▬▬▬ ▬▬ ▬▬▬▬▬▬ ▬▬▬ ▬▬▬▬ ▬▬▬▬▬▬ ▬▬ ▬▬▬ ▬▬▬▬▬ ▬▬▬▬ ▬▬ ▬▬▬▬▬▬ ▬▬▬▬ ▬▬▬ ▬▬▬▬ ▬▬▬▬ ▬▬ ▬▬▬▬▬ ▬▬▬ ▬▬▬▬▬▬ ▬▬▬▬ ▬▬ ▬▬▬▬▬ ▬▬▬ ▬▬▬▬▬▬ ▬▬ ▬▬▬ ▬▬▬▬ ▬▬▬▬▬ ▬▬ ▬▬▬▬▬▬ ▬▬▬ ▬▬▬▬ ▬▬▬▬▬▬ ▬▬ ▬▬▬ ▬▬▬▬▬ ▬▬▬▬ ▬▬ ▬▬▬▬▬▬ ▬▬▬▬ ▬▬▬ ▬▬▬▬ ▬▬▬▬ ▬▬ ▬▬▬▬▬ ▬▬▬ ▬▬▬▬▬▬ [302,117,514,209]
text-block: ▬▬▬▬ ▬▬ ▬▬▬▬▬ ▬▬▬ ▬▬▬▬▬▬ ▬▬ ▬▬▬ ▬▬▬▬ ▬▬▬▬▬ ▬▬ ▬▬▬▬▬▬ ▬▬▬ ▬▬▬▬ ▬▬▬▬▬▬ ▬▬ ▬▬▬ ▬▬▬▬▬ ▬▬▬▬ ▬▬ ▬▬▬▬▬▬ ▬▬▬▬ ▬▬▬ ▬▬▬▬ ▬▬▬▬ ▬▬ ▬▬▬▬▬ ▬▬▬ ▬▬▬▬▬▬ ▬▬▬▬ ▬▬ ▬▬▬▬▬ ▬▬▬ ▬▬▬▬▬▬ ▬▬ ▬▬▬ ▬▬▬▬ ▬▬▬▬▬ ▬▬ ▬▬▬▬▬▬ ▬▬▬ ▬▬▬▬ ▬▬▬▬▬▬ ▬▬ ▬▬▬ ▬▬▬▬▬ ▬▬▬▬ ▬▬ ▬▬▬▬▬▬ ▬▬▬▬ ▬▬▬ ▬▬▬▬ ▬▬▬▬ ▬▬ ▬▬▬▬▬ ▬▬▬ ▬▬▬▬▬▬ ▬▬▬▬ ▬▬ ▬▬▬▬▬ ▬▬▬ ▬▬▬▬▬▬ ▬▬ ▬▬▬ ▬▬▬▬ ▬▬▬▬▬ ▬▬ ▬▬▬▬▬▬ ▬▬▬ ▬▬▬▬ ▬▬▬▬▬▬ ▬▬ ▬▬▬ ▬▬▬▬▬ ▬▬▬▬ ▬▬ ▬▬▬▬▬▬ ▬▬▬▬ ▬▬▬ ▬▬▬▬ ▬▬▬▬ ▬▬ ▬▬▬▬▬ ▬▬▬ ▬▬▬▬▬▬ [66,277,292,320]
masthead-page-number: Seite 2 Nummer 191 [66,63,182,75]
section-rule [546,416,721,417]
masthead-title: Erstes Morgenblatt der Frankfurter Zeitung [370,62,656,76]
subheading-johannesburg: Die Plünderungen in Johannesburg. [572,422,694,430]
section-rule [773,280,945,281]
section-rule [86,153,272,154]
text-block: ▬▬▬▬ ▬▬ ▬▬▬▬▬ ▬▬▬ ▬▬▬▬▬▬ ▬▬ ▬▬▬ ▬▬▬▬ ▬▬▬▬▬ ▬▬ ▬▬▬▬▬▬ ▬▬▬ ▬▬▬▬ ▬▬▬▬▬▬ ▬▬ ▬▬▬ ▬▬▬▬▬ ▬▬▬▬ ▬▬ ▬▬▬▬▬▬ ▬▬▬▬ ▬▬▬ ▬▬▬▬ ▬▬▬▬ ▬▬ ▬▬▬▬▬ ▬▬▬ ▬▬▬▬▬▬ ▬▬▬▬ ▬▬ ▬▬▬▬▬ ▬▬▬ ▬▬▬▬▬▬ ▬▬ ▬▬▬ ▬▬▬▬ ▬▬▬▬▬ ▬▬ ▬▬▬▬▬▬ ▬▬▬ ▬▬▬▬ ▬▬▬▬▬▬ ▬▬ ▬▬▬ ▬▬▬▬▬ ▬▬▬▬ ▬▬ ▬▬▬▬▬▬ ▬▬▬▬ ▬▬▬ ▬▬▬▬ ▬▬▬▬ ▬▬ ▬▬▬▬▬ ▬▬▬ ▬▬▬▬▬▬ ▬▬▬▬ ▬▬ ▬▬▬▬▬ ▬▬▬ ▬▬▬▬▬▬ ▬▬ ▬▬▬ ▬▬▬▬ ▬▬▬▬▬ ▬▬ ▬▬▬▬▬▬ ▬▬▬ ▬▬▬▬ ▬▬▬▬▬▬ ▬▬ ▬▬▬ ▬▬▬▬▬ ▬▬▬▬ ▬▬ ▬▬▬▬▬▬ ▬▬▬▬ ▬▬▬ ▬▬▬▬ ▬▬▬▬ ▬▬ ▬▬▬▬▬ ▬▬▬ ▬▬▬▬▬▬ ▬▬▬▬ ▬▬ ▬▬▬▬▬ ▬▬▬ ▬▬▬▬▬▬ ▬▬ ▬▬▬ ▬▬▬▬ ▬▬▬▬▬ ▬▬ ▬▬▬▬▬▬ ▬▬▬ ▬▬▬▬ ▬▬▬▬▬▬ ▬▬ ▬▬▬ ▬▬▬▬▬ ▬▬▬▬ ▬▬ ▬▬▬▬▬▬ ▬▬▬▬ ▬▬▬ ▬▬▬▬ ▬▬▬▬ ▬▬ ▬▬▬▬▬ ▬▬▬ ▬▬▬▬▬▬ ▬▬▬▬ ▬▬ ▬▬▬▬▬ ▬▬▬ ▬▬▬▬▬▬ ▬▬ ▬▬▬ ▬▬▬▬ ▬▬▬▬▬ ▬▬ ▬▬▬▬▬▬ ▬▬▬ ▬▬▬▬ ▬▬▬▬▬▬ ▬▬ ▬▬▬ ▬▬▬▬▬ ▬▬▬▬ ▬▬ ▬▬▬▬▬▬ ▬▬▬▬ ▬▬▬ ▬▬▬▬ ▬▬▬▬ ▬▬ ▬▬▬▬▬ ▬▬▬ ▬▬▬▬▬▬ ▬▬▬▬ ▬▬ ▬▬▬▬▬ ▬▬▬ ▬▬▬▬▬▬ ▬▬ ▬▬▬ ▬▬▬▬ ▬▬▬▬▬ ▬▬ ▬▬▬▬▬▬ ▬▬▬ ▬▬▬▬ ▬▬▬▬▬▬ ▬▬ ▬▬▬ ▬▬▬▬▬ ▬▬▬▬ ▬▬ ▬▬▬▬▬▬ ▬▬▬▬ ▬▬▬ ▬▬▬▬ ▬▬▬▬ ▬▬ ▬▬▬▬▬ ▬▬▬ ▬▬▬▬▬▬ [66,994,292,1080]
